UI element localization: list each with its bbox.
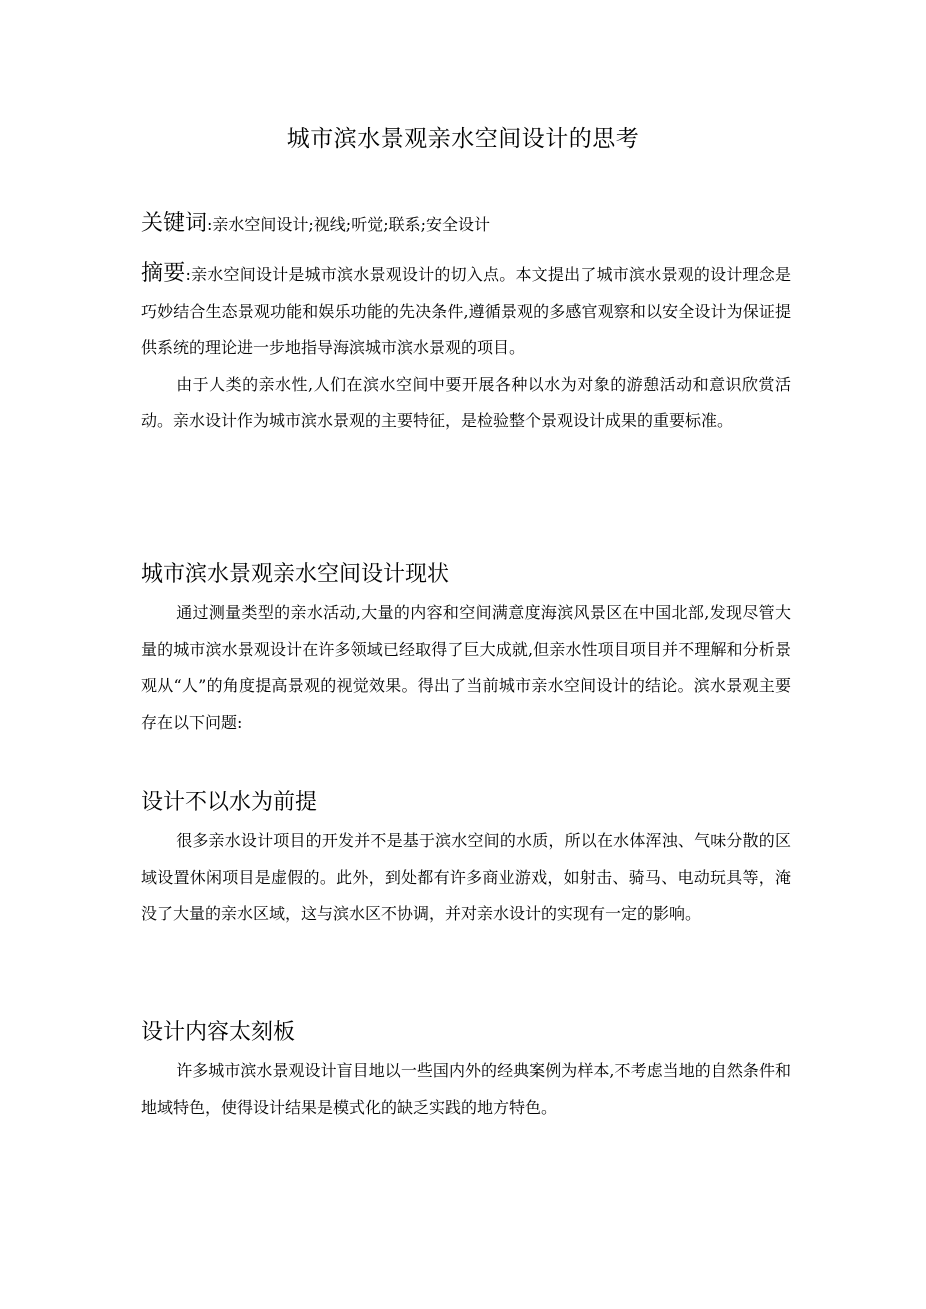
keywords-label: 关键词 [141,211,208,236]
keywords-separator: : [207,215,213,234]
section-heading: 设计不以水为前提 [141,790,318,815]
section-body: 通过测量类型的亲水活动,大量的内容和空间满意度海滨风景区在中国北部,发现尽管大量的城市滨水景观设计在许多领域已经取得了巨大成就,但亲水性项目项目并不理解和分析景观从“人”的角度提高景观的视觉效果。得出了当前城市亲水空间设计的结论。滨水景观主要存在以下问题: [141,603,791,732]
section-water-premise [141,788,791,933]
keywords-line [141,207,791,242]
section-status [141,560,791,741]
abstract-paragraph [141,256,791,367]
section-rigid-content [141,1018,791,1126]
section-body: 很多亲水设计项目的开发并不是基于滨水空间的水质，所以在水体浑浊、气味分散的区域设置休闲项目是虚假的。此外，到处都有许多商业游戏，如射击、骑马、电动玩具等，淹没了大量的亲水区域，这与滨水区不协调，并对亲水设计的实现有一定的影响。 [141,831,791,923]
abstract-separator: : [185,265,191,284]
abstract-block [141,256,791,440]
abstract-paragraph-2: 由于人类的亲水性,人们在滨水空间中要开展各种以水为对象的游憩活动和意识欣赏活动。亲水设计作为城市滨水景观的主要特征，是检验整个景观设计成果的重要标准。 [141,374,791,430]
abstract-text-1: 亲水空间设计是城市滨水景观设计的切入点。本文提出了城市滨水景观的设计理念是巧妙结合生态景观功能和娱乐功能的先决条件,遵循景观的多感官观察和以安全设计为保证提供系统的理论进一步地指导海滨城市滨水景观的项目。 [141,265,791,357]
section-heading: 城市滨水景观亲水空间设计现状 [141,562,450,587]
abstract-label: 摘要 [141,261,186,286]
keywords-text: 亲水空间设计;视线;听觉;联系;安全设计 [212,215,490,234]
section-heading: 设计内容太刻板 [141,1020,296,1045]
document-title: 城市滨水景观亲水空间设计的思考 [286,126,640,152]
section-body: 许多城市滨水景观设计盲目地以一些国内外的经典案例为样本,不考虑当地的自然条件和地域特色，使得设计结果是模式化的缺乏实践的地方特色。 [141,1061,791,1117]
